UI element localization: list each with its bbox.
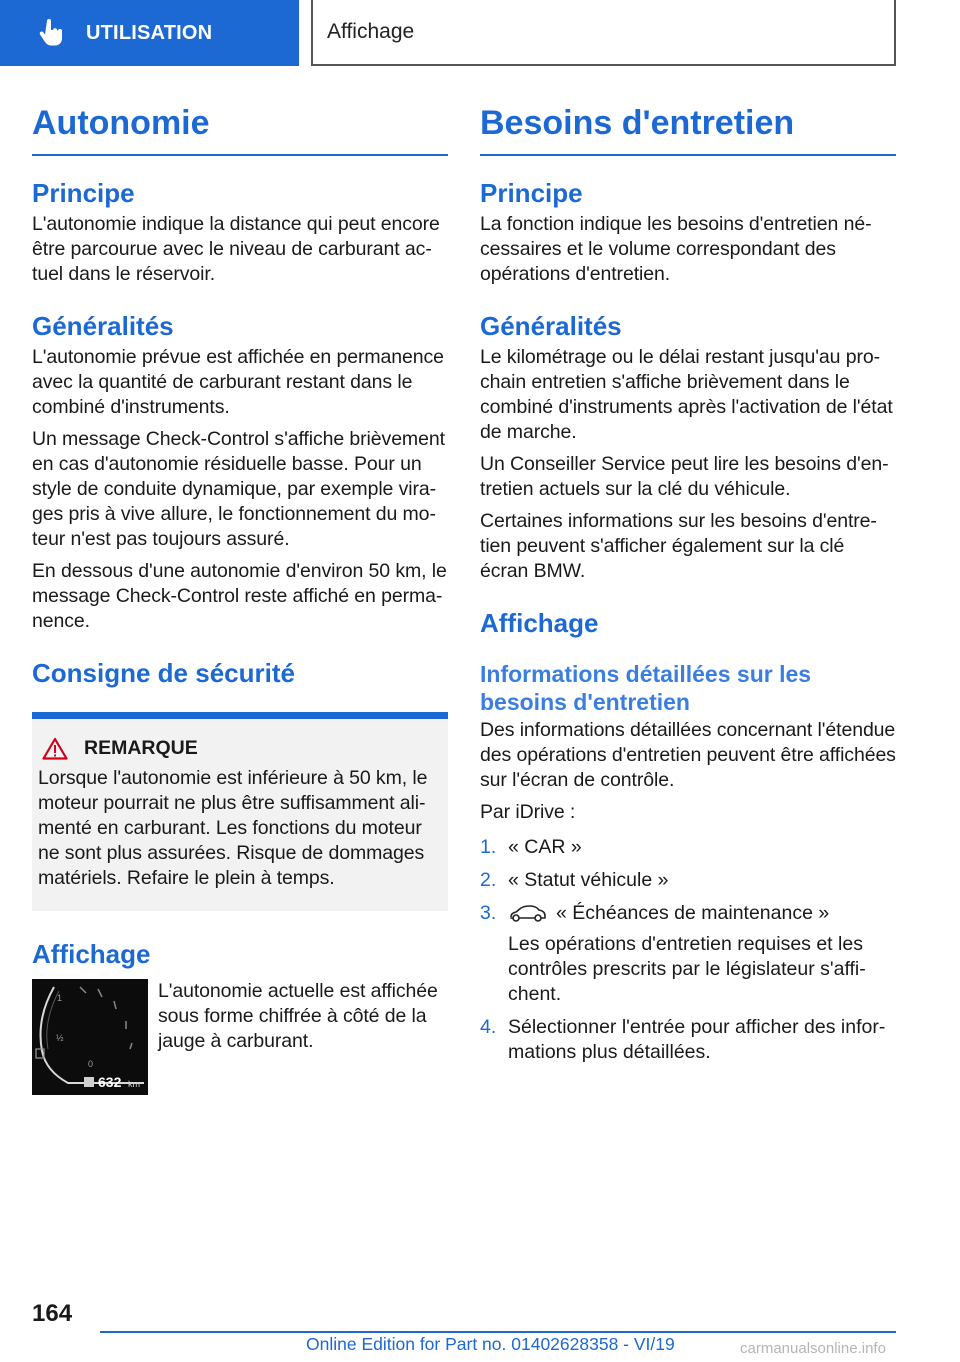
step-text: « Statut véhicule » [508,869,669,891]
pointing-hand-icon [36,18,66,48]
affichage-heading-right: Affichage [480,608,599,638]
generalites-heading: Généralités [32,311,174,341]
generalites-right-paragraph-1: Le kilométrage ou le délai restant jusqu'au prochain entretien s'affiche brièvement dans le combiné d'instruments après l'activation de l'état de marche. [480,346,893,443]
gauge-mark-0: 0 [88,1059,94,1069]
step-content [508,901,896,1007]
details-text: Des informations détaillées concernant l'étendue des opérations d'entretien peuvent être affichées sur l'écran de contrôle. [480,719,896,791]
idrive-text: Par iDrive : [480,801,576,823]
footer-divider [100,1331,896,1333]
principe-heading: Principe [32,178,135,208]
besoins-title: Besoins d'entretien [480,100,896,156]
car-icon [508,904,548,924]
gauge-mark-half: ½ [56,1033,64,1043]
autonomie-title: Autonomie [32,100,448,156]
page-header [0,0,960,66]
fuel-gauge-image [32,979,148,1095]
step-number: 2. [480,869,497,891]
range-unit: km [128,1079,140,1089]
consigne-heading: Consigne de sécurité [32,658,295,688]
affichage-heading-left: Affichage [32,939,151,969]
section-title: Affichage [327,20,415,43]
step-text: Sélectionner l'entrée pour afficher des informations plus détaillées. [508,1016,886,1063]
fuel-pump-small-icon [84,1077,94,1087]
generalites-paragraph-2: Un message Check-Control s'affiche brièvement en cas d'autonomie résiduelle basse. Pour un style de conduite dynamique, par exemple virages pris à vive allure, le fonctionnement du moteur n'est pas toujours assuré. [32,428,445,550]
details-heading: Informations détaillées sur les besoins d'entretien [480,661,812,715]
list-item [480,868,896,893]
warning-header [38,737,442,760]
page-number: 164 [32,1300,73,1327]
left-column [32,100,448,1095]
principe-text-right: La fonction indique les besoins d'entretien nécessaires et le volume correspondant des opérations d'entretien. [480,213,872,285]
affichage-text-left: L'autonomie actuelle est affichée sous forme chiffrée à côté de la jauge à carburant. [158,980,438,1052]
warning-title: REMARQUE [84,737,198,759]
generalites-heading-right: Généralités [480,311,622,341]
chapter-label: UTILISATION [86,21,213,44]
principe-text: L'autonomie indique la distance qui peut encore être parcourue avec le niveau de carburant actuel dans le réservoir. [32,213,440,285]
section-title-box [311,0,896,66]
generalites-paragraph-3: En dessous d'une autonomie d'environ 50 km, le message Check-Control reste affiché en permanence. [32,560,447,632]
warning-text: Lorsque l'autonomie est inférieure à 50 km, le moteur pourrait ne plus être suffisamment alimenté en carburant. Les fonctions du moteur ne sont plus assurées. Risque de dommages matériels. Refaire le plein à temps. [38,767,428,889]
warning-box [32,712,448,911]
principe-heading-right: Principe [480,178,583,208]
generalites-right-paragraph-3: Certaines informations sur les besoins d'entretien peuvent s'afficher également sur la clé écran BMW. [480,510,877,582]
chapter-tab [0,0,299,66]
list-item [480,901,896,1007]
step-text: « CAR » [508,836,582,858]
warning-triangle-icon [42,737,68,760]
step-subtext: Les opérations d'entretien requises et les contrôles prescrits par le législateur s'affichent. [508,933,866,1005]
right-column [480,100,896,1065]
gauge-mark-1: 1 [57,993,63,1003]
edition-text: Online Edition for Part no. 01402628358 - VI/19 [306,1334,675,1354]
affichage-row [32,979,448,1095]
range-value: 632 [98,1074,122,1090]
generalites-right-paragraph-2: Un Conseiller Service peut lire les besoins d'entretien actuels sur la clé du véhicule. [480,453,889,500]
step-number: 3. [480,902,497,924]
generalites-paragraph-1: L'autonomie prévue est affichée en permanence avec la quantité de carburant restant dans le combiné d'instruments. [32,346,444,418]
step-number: 1. [480,836,497,858]
list-item [480,835,896,860]
step-number: 4. [480,1016,497,1038]
list-item [480,1015,896,1065]
watermark: carmanualsonline.info [740,1340,886,1357]
idrive-steps-list [480,835,896,1065]
step-text: « Échéances de maintenance » [556,902,830,924]
